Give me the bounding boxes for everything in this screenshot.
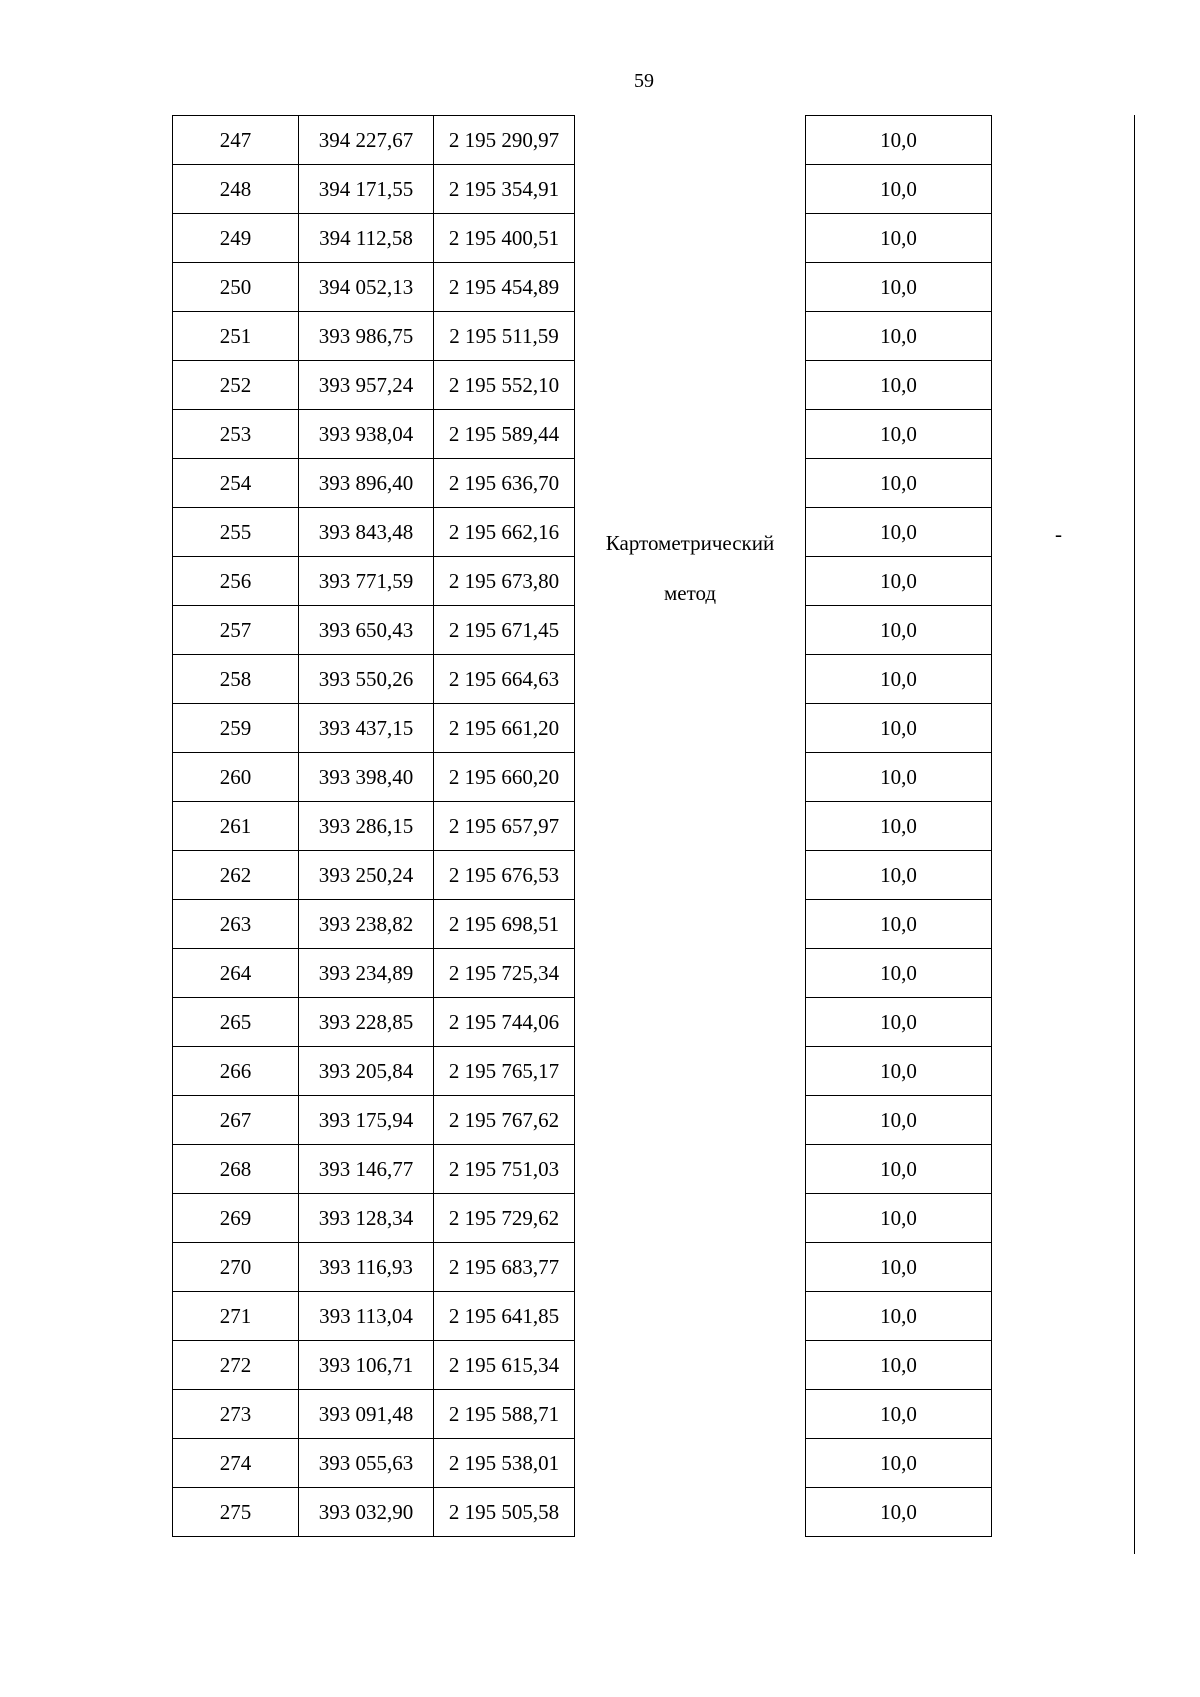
table-row — [173, 802, 575, 851]
table-row — [806, 1145, 992, 1194]
point-number-cell: 249 — [173, 214, 299, 263]
table-row — [806, 851, 992, 900]
accuracy-cell: 10,0 — [806, 165, 992, 214]
table-row — [173, 557, 575, 606]
x-coordinate-cell: 393 437,15 — [299, 704, 434, 753]
point-number-cell: 255 — [173, 508, 299, 557]
x-coordinate-cell: 394 052,13 — [299, 263, 434, 312]
y-coordinate-cell: 2 195 641,85 — [434, 1292, 575, 1341]
table-row — [806, 361, 992, 410]
point-number-cell: 264 — [173, 949, 299, 998]
table-row — [806, 1292, 992, 1341]
y-coordinate-cell: 2 195 454,89 — [434, 263, 575, 312]
point-number-cell: 252 — [173, 361, 299, 410]
point-number-cell: 268 — [173, 1145, 299, 1194]
x-coordinate-cell: 393 938,04 — [299, 410, 434, 459]
x-coordinate-cell: 393 146,77 — [299, 1145, 434, 1194]
point-number-cell: 258 — [173, 655, 299, 704]
x-coordinate-cell: 393 113,04 — [299, 1292, 434, 1341]
table-row — [806, 949, 992, 998]
table-row — [806, 1096, 992, 1145]
accuracy-cell: 10,0 — [806, 606, 992, 655]
x-coordinate-cell: 393 175,94 — [299, 1096, 434, 1145]
x-coordinate-cell: 394 112,58 — [299, 214, 434, 263]
table-row — [173, 704, 575, 753]
accuracy-cell: 10,0 — [806, 753, 992, 802]
accuracy-cell: 10,0 — [806, 312, 992, 361]
point-number-cell: 263 — [173, 900, 299, 949]
point-number-cell: 254 — [173, 459, 299, 508]
y-coordinate-cell: 2 195 538,01 — [434, 1439, 575, 1488]
method-line-1: Картометрический — [605, 531, 775, 555]
table-row — [806, 704, 992, 753]
point-number-cell: 248 — [173, 165, 299, 214]
y-coordinate-cell: 2 195 662,16 — [434, 508, 575, 557]
table-row — [173, 508, 575, 557]
accuracy-cell: 10,0 — [806, 116, 992, 165]
x-coordinate-cell: 393 398,40 — [299, 753, 434, 802]
table-row — [173, 606, 575, 655]
point-number-cell: 274 — [173, 1439, 299, 1488]
table-row — [806, 900, 992, 949]
table-row — [173, 312, 575, 361]
table-row — [173, 1194, 575, 1243]
point-number-cell: 273 — [173, 1390, 299, 1439]
accuracy-cell: 10,0 — [806, 1341, 992, 1390]
table-right-border — [1134, 115, 1135, 1554]
table-row — [806, 165, 992, 214]
y-coordinate-cell: 2 195 588,71 — [434, 1390, 575, 1439]
y-coordinate-cell: 2 195 751,03 — [434, 1145, 575, 1194]
point-number-cell: 275 — [173, 1488, 299, 1537]
table-row — [173, 753, 575, 802]
accuracy-cell: 10,0 — [806, 949, 992, 998]
table-row — [173, 1439, 575, 1488]
x-coordinate-cell: 393 055,63 — [299, 1439, 434, 1488]
y-coordinate-cell: 2 195 511,59 — [434, 312, 575, 361]
x-coordinate-cell: 393 250,24 — [299, 851, 434, 900]
y-coordinate-cell: 2 195 552,10 — [434, 361, 575, 410]
accuracy-cell: 10,0 — [806, 802, 992, 851]
table-row — [173, 655, 575, 704]
x-coordinate-cell: 393 116,93 — [299, 1243, 434, 1292]
y-coordinate-cell: 2 195 698,51 — [434, 900, 575, 949]
y-coordinate-cell: 2 195 683,77 — [434, 1243, 575, 1292]
y-coordinate-cell: 2 195 744,06 — [434, 998, 575, 1047]
accuracy-cell: 10,0 — [806, 900, 992, 949]
x-coordinate-cell: 394 171,55 — [299, 165, 434, 214]
x-coordinate-cell: 393 896,40 — [299, 459, 434, 508]
point-number-cell: 266 — [173, 1047, 299, 1096]
table-row — [173, 949, 575, 998]
point-number-cell: 265 — [173, 998, 299, 1047]
table-row — [806, 459, 992, 508]
accuracy-table-body — [806, 116, 992, 1537]
table-row — [806, 116, 992, 165]
accuracy-cell: 10,0 — [806, 508, 992, 557]
accuracy-cell: 10,0 — [806, 459, 992, 508]
table-row — [173, 900, 575, 949]
x-coordinate-cell: 393 106,71 — [299, 1341, 434, 1390]
x-coordinate-cell: 393 957,24 — [299, 361, 434, 410]
coordinates-table — [172, 115, 575, 1537]
accuracy-cell: 10,0 — [806, 1047, 992, 1096]
accuracy-cell: 10,0 — [806, 1145, 992, 1194]
table-row — [806, 1439, 992, 1488]
point-number-cell: 260 — [173, 753, 299, 802]
table-row — [173, 1047, 575, 1096]
y-coordinate-cell: 2 195 673,80 — [434, 557, 575, 606]
accuracy-cell: 10,0 — [806, 263, 992, 312]
y-coordinate-cell: 2 195 505,58 — [434, 1488, 575, 1537]
table-row — [173, 851, 575, 900]
accuracy-cell: 10,0 — [806, 557, 992, 606]
table-row — [173, 1243, 575, 1292]
table-row — [806, 655, 992, 704]
table-row — [806, 1390, 992, 1439]
accuracy-cell: 10,0 — [806, 410, 992, 459]
accuracy-cell: 10,0 — [806, 851, 992, 900]
accuracy-cell: 10,0 — [806, 214, 992, 263]
accuracy-cell: 10,0 — [806, 1243, 992, 1292]
table-row — [806, 1243, 992, 1292]
x-coordinate-cell: 393 771,59 — [299, 557, 434, 606]
x-coordinate-cell: 393 843,48 — [299, 508, 434, 557]
table-row — [173, 165, 575, 214]
table-row — [173, 361, 575, 410]
point-number-cell: 271 — [173, 1292, 299, 1341]
table-row — [806, 214, 992, 263]
point-number-cell: 256 — [173, 557, 299, 606]
x-coordinate-cell: 393 091,48 — [299, 1390, 434, 1439]
table-row — [173, 1341, 575, 1390]
accuracy-cell: 10,0 — [806, 655, 992, 704]
y-coordinate-cell: 2 195 661,20 — [434, 704, 575, 753]
y-coordinate-cell: 2 195 725,34 — [434, 949, 575, 998]
point-number-cell: 270 — [173, 1243, 299, 1292]
point-number-cell: 267 — [173, 1096, 299, 1145]
accuracy-cell: 10,0 — [806, 1096, 992, 1145]
x-coordinate-cell: 393 128,34 — [299, 1194, 434, 1243]
y-coordinate-cell: 2 195 636,70 — [434, 459, 575, 508]
y-coordinate-cell: 2 195 615,34 — [434, 1341, 575, 1390]
x-coordinate-cell: 393 228,85 — [299, 998, 434, 1047]
point-number-cell: 247 — [173, 116, 299, 165]
x-coordinate-cell: 393 205,84 — [299, 1047, 434, 1096]
y-coordinate-cell: 2 195 664,63 — [434, 655, 575, 704]
accuracy-cell: 10,0 — [806, 361, 992, 410]
dash-value: - — [1055, 522, 1062, 546]
method-cell — [574, 518, 806, 618]
y-coordinate-cell: 2 195 354,91 — [434, 165, 575, 214]
table-row — [806, 998, 992, 1047]
x-coordinate-cell: 393 550,26 — [299, 655, 434, 704]
point-number-cell: 250 — [173, 263, 299, 312]
table-row — [806, 1488, 992, 1537]
table-row — [806, 508, 992, 557]
table-row — [173, 1145, 575, 1194]
y-coordinate-cell: 2 195 671,45 — [434, 606, 575, 655]
y-coordinate-cell: 2 195 290,97 — [434, 116, 575, 165]
table-row — [806, 410, 992, 459]
y-coordinate-cell: 2 195 589,44 — [434, 410, 575, 459]
y-coordinate-cell: 2 195 765,17 — [434, 1047, 575, 1096]
table-row — [806, 606, 992, 655]
accuracy-cell: 10,0 — [806, 1194, 992, 1243]
accuracy-cell: 10,0 — [806, 1292, 992, 1341]
accuracy-cell: 10,0 — [806, 998, 992, 1047]
table-row — [173, 998, 575, 1047]
point-number-cell: 251 — [173, 312, 299, 361]
point-number-cell: 257 — [173, 606, 299, 655]
table-row — [173, 1096, 575, 1145]
accuracy-cell: 10,0 — [806, 1488, 992, 1537]
method-line-2: метод — [663, 581, 717, 605]
y-coordinate-cell: 2 195 729,62 — [434, 1194, 575, 1243]
x-coordinate-cell: 393 286,15 — [299, 802, 434, 851]
x-coordinate-cell: 393 234,89 — [299, 949, 434, 998]
point-number-cell: 261 — [173, 802, 299, 851]
point-number-cell: 262 — [173, 851, 299, 900]
x-coordinate-cell: 394 227,67 — [299, 116, 434, 165]
y-coordinate-cell: 2 195 400,51 — [434, 214, 575, 263]
point-number-cell: 259 — [173, 704, 299, 753]
page-number: 59 — [634, 70, 654, 92]
y-coordinate-cell: 2 195 767,62 — [434, 1096, 575, 1145]
table-row — [173, 1390, 575, 1439]
table-row — [173, 410, 575, 459]
x-coordinate-cell: 393 032,90 — [299, 1488, 434, 1537]
table-row — [806, 312, 992, 361]
accuracy-cell: 10,0 — [806, 1439, 992, 1488]
accuracy-cell: 10,0 — [806, 1390, 992, 1439]
x-coordinate-cell: 393 650,43 — [299, 606, 434, 655]
y-coordinate-cell: 2 195 676,53 — [434, 851, 575, 900]
point-number-cell: 272 — [173, 1341, 299, 1390]
table-row — [173, 263, 575, 312]
table-row — [806, 1047, 992, 1096]
table-row — [173, 1292, 575, 1341]
table-row — [806, 753, 992, 802]
point-number-cell: 269 — [173, 1194, 299, 1243]
table-row — [173, 116, 575, 165]
table-row — [806, 263, 992, 312]
table-row — [173, 1488, 575, 1537]
y-coordinate-cell: 2 195 657,97 — [434, 802, 575, 851]
table-row — [173, 214, 575, 263]
accuracy-cell: 10,0 — [806, 704, 992, 753]
accuracy-table — [805, 115, 992, 1537]
x-coordinate-cell: 393 238,82 — [299, 900, 434, 949]
table-row — [173, 459, 575, 508]
x-coordinate-cell: 393 986,75 — [299, 312, 434, 361]
coordinates-table-body — [173, 116, 575, 1537]
table-row — [806, 802, 992, 851]
table-row — [806, 557, 992, 606]
table-row — [806, 1341, 992, 1390]
table-row — [806, 1194, 992, 1243]
y-coordinate-cell: 2 195 660,20 — [434, 753, 575, 802]
point-number-cell: 253 — [173, 410, 299, 459]
